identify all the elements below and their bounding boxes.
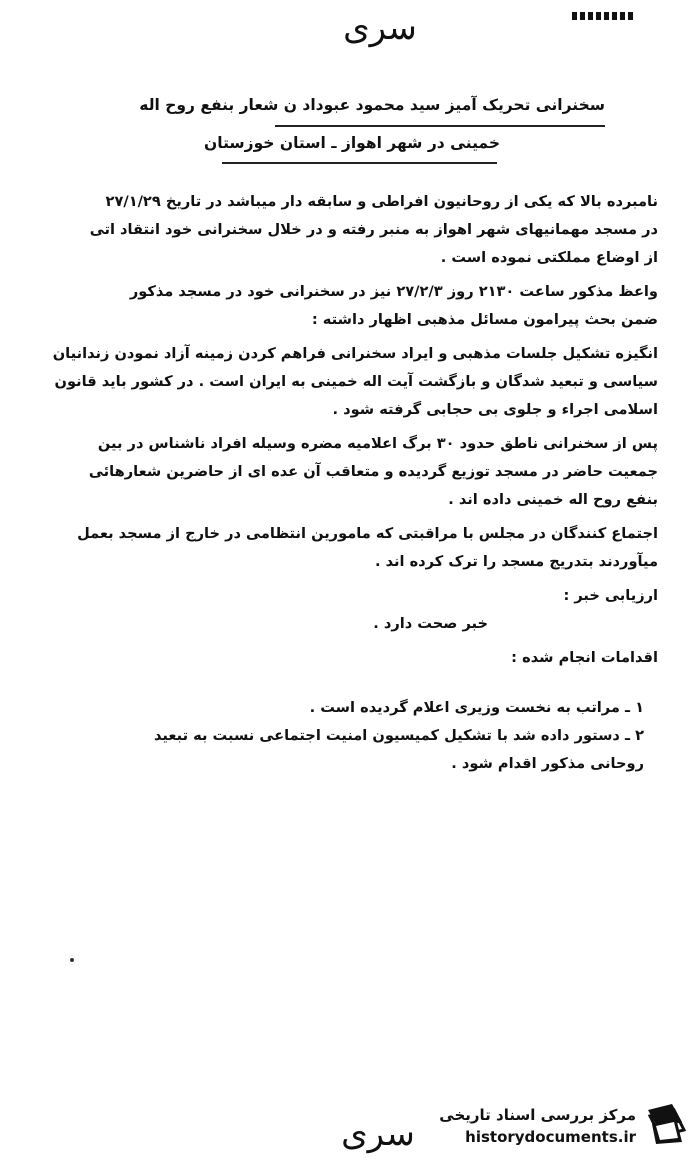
evaluation-heading: ارزیابی خبر : (563, 587, 658, 604)
text-line: انگیزه تشکیل جلسات مذهبی و ایراد سخنرانی فراهم کردن زمینه آزاد نمودن زندانیان (52, 345, 658, 362)
paragraph-1 (42, 188, 658, 272)
text-line: پس از سخنرانی ناطق حدود ۳۰ برگ اعلامیه مضره وسیله افراد ناشناس در بین (97, 435, 658, 452)
book-logo-icon (644, 1102, 686, 1146)
text-line: جمعیت حاضر در مسجد توزیع گردیده و متعاقب آن عده ای از حاضرین شعارهائی (88, 463, 658, 480)
ink-dot (70, 958, 74, 962)
title-underline-1 (275, 125, 605, 127)
document-title-line-1: سخنرانی تحریک آمیز سید محمود عبوداد ن شعار بنفع روح اله (139, 96, 605, 114)
text-line: از اوضاع مملکتی نموده است . (440, 249, 658, 266)
document-title-line-2: خمینی در شهر اهواز ـ استان خوزستان (204, 134, 500, 152)
paragraph-2 (42, 278, 658, 334)
actions-heading: اقدامات انجام شده : (511, 649, 658, 666)
paragraph-4 (42, 430, 658, 514)
evaluation-text: خبر صحت دارد . (373, 615, 488, 632)
text-line: نامبرده بالا که یکی از روحانیون افراطی و سابقه دار میباشد در تاریخ ۲۷/۱/۲۹ (105, 193, 658, 210)
watermark (392, 1098, 692, 1154)
paragraph-3 (42, 340, 658, 424)
text-line: اسلامی اجراء و جلوی بی حجابی گرفته شود . (332, 401, 658, 418)
text-line: بنفع روح اله خمینی داده اند . (448, 491, 658, 508)
action-item: روحانی مذکور اقدام شود . (451, 755, 644, 772)
watermark-url: historydocuments.ir (465, 1128, 636, 1146)
watermark-name: مرکز بررسی اسناد تاریخی (439, 1106, 636, 1124)
text-line: در مسجد مهمانیهای شهر اهواز به منبر رفته و در خلال سخنرانی خود انتقاد اتی (89, 221, 658, 238)
classification-stamp-top: سری (343, 8, 417, 48)
action-item: ۱ ـ مراتب به نخست وزیری اعلام گردیده است . (309, 699, 644, 716)
document-body (42, 188, 658, 784)
text-line: سیاسی و تبعید شدگان و بازگشت آیت اله خمینی به ایران است . در کشور باید قانون (54, 373, 658, 390)
actions-list (42, 694, 658, 778)
action-item: ۲ ـ دستور داده شد با تشکیل کمیسیون امنیت اجتماعی نسبت به تبعید (153, 727, 644, 744)
dash-mark (572, 12, 634, 20)
text-line: واعظ مذکور ساعت ۲۱۳۰ روز ۲۷/۲/۳ نیز در سخنرانی خود در مسجد مذکور (129, 283, 658, 300)
actions-section (42, 644, 658, 778)
text-line: ضمن بحث پیرامون مسائل مذهبی اظهار داشته : (311, 311, 658, 328)
paragraph-5 (42, 520, 658, 576)
title-underline-2 (222, 162, 497, 164)
evaluation-section (42, 582, 658, 638)
text-line: میآوردند بتدریج مسجد را ترک کرده اند . (374, 553, 658, 570)
text-line: اجتماع کنندگان در مجلس با مراقبتی که مامورین انتظامی در خارج از مسجد بعمل (77, 525, 658, 542)
classification-stamp-bottom: سری (341, 1114, 415, 1154)
